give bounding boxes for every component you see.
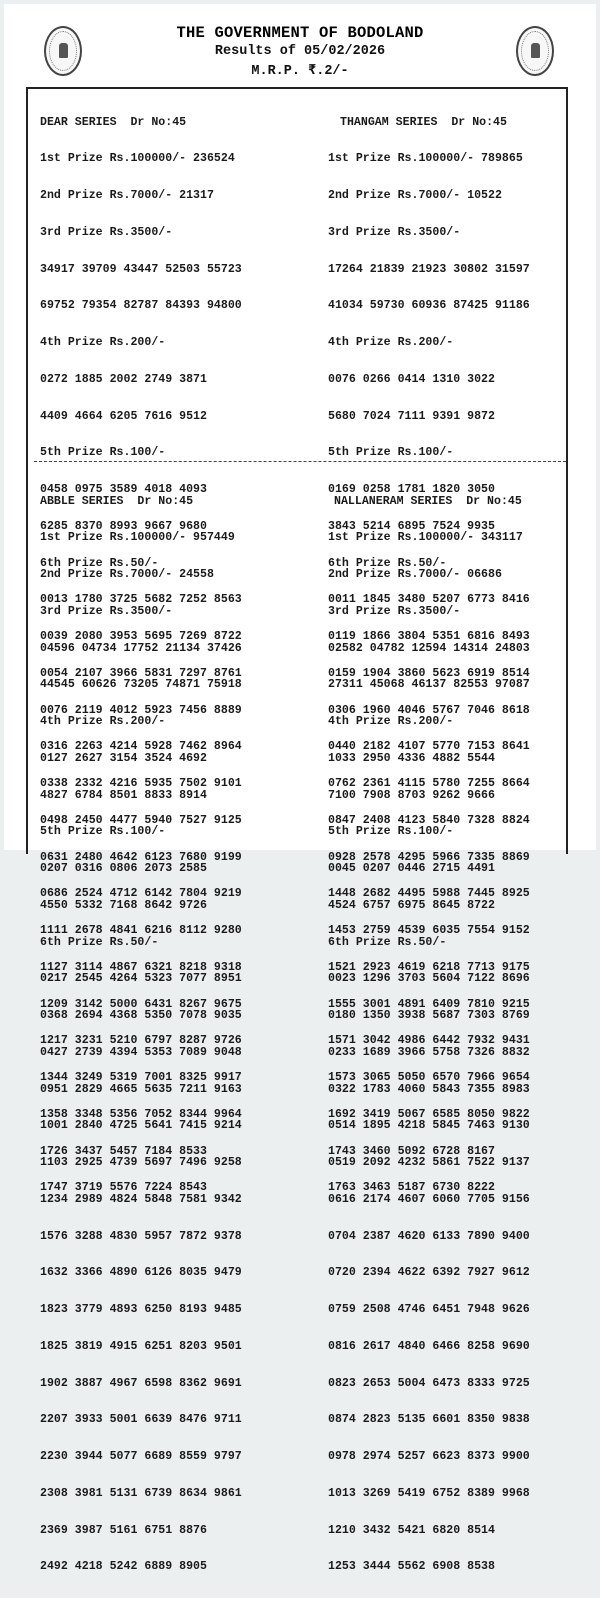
sixth-prize-label: 6th Prize Rs.50/-: [328, 556, 447, 570]
sixth-prize-row: 0440 2182 4107 5770 7153 8641: [328, 740, 530, 754]
sixth-prize-row: 1217 3231 5210 6797 8287 9726: [40, 1034, 242, 1048]
first-prize: 1st Prize Rs.100000/- 343117: [328, 531, 523, 545]
sixth-prize-row: 0039 2080 3953 5695 7269 8722: [40, 630, 242, 643]
sixth-prize-row: 1555 3001 4891 6409 7810 9215: [328, 997, 530, 1011]
third-prize-row: 69752 79354 82787 84393 94800: [40, 299, 242, 313]
sixth-prize-row: 1358 3348 5356 7052 8344 9964: [40, 1107, 242, 1121]
sixth-prize-row: 2308 3981 5131 6739 8634 9861: [40, 1486, 242, 1500]
series-block-nallaneram: [328, 471, 530, 1598]
sixth-prize-row: 2369 3987 5161 6751 8876: [40, 1523, 207, 1537]
sixth-prize-row: 0631 2480 4642 6123 7680 9199: [40, 850, 242, 864]
sixth-prize-row: 1763 3463 5187 6730 8222: [328, 1181, 495, 1195]
fourth-prize-row: 7100 7908 8703 9262 9666: [328, 788, 495, 802]
fourth-prize-row: 1033 2950 4336 4882 5544: [328, 751, 495, 765]
sixth-prize-row: 0180 1350 3938 5687 7303 8769: [328, 1009, 530, 1022]
fifth-prize-row: 0207 0316 0806 2073 2585: [40, 862, 207, 875]
fourth-prize-label: 4th Prize Rs.200/-: [328, 715, 454, 728]
sixth-prize-row: 0978 2974 5257 6623 8373 9900: [328, 1450, 530, 1463]
fourth-prize-row: 0127 2627 3154 3524 4692: [40, 751, 207, 765]
third-prize-label: 3rd Prize Rs.3500/-: [328, 604, 461, 618]
fourth-prize-label: 4th Prize Rs.200/-: [40, 336, 166, 349]
sixth-prize-row: 0233 1689 3966 5758 7326 8832: [328, 1045, 530, 1059]
fourth-prize-row: 0076 0266 0414 1310 3022: [328, 372, 495, 386]
sixth-prize-row: 1127 3114 4867 6321 8218 9318: [40, 960, 242, 974]
sixth-prize-row: 1747 3719 5576 7224 8543: [40, 1181, 207, 1195]
first-prize: 1st Prize Rs.100000/- 236524: [40, 152, 235, 166]
series-block-abble: [40, 471, 242, 1598]
third-prize-row: 34917 39709 43447 52503 55723: [40, 262, 242, 276]
sixth-prize-row: 1448 2682 4495 5988 7445 8925: [328, 887, 530, 901]
third-prize-row: 17264 21839 21923 30802 31597: [328, 262, 530, 276]
sixth-prize-row: 1210 3432 5421 6820 8514: [328, 1523, 495, 1537]
sixth-prize-row: 1234 2989 4824 5848 7581 9342: [40, 1192, 242, 1206]
sixth-prize-row: 1344 3249 5319 7001 8325 9917: [40, 1071, 242, 1084]
fifth-prize-row: 6285 8370 8993 9667 9680: [40, 519, 207, 533]
sixth-prize-row: 0762 2361 4115 5780 7255 8664: [328, 777, 530, 790]
sixth-prize-row: 2492 4218 5242 6889 8905: [40, 1560, 207, 1574]
third-prize-label: 3rd Prize Rs.3500/-: [40, 225, 173, 239]
sixth-prize-row: 0076 2119 4012 5923 7456 8889: [40, 703, 242, 717]
third-prize-row: 41034 59730 60936 87425 91186: [328, 299, 530, 313]
results-document: [4, 4, 596, 1574]
sixth-prize-row: 2207 3933 5001 6639 8476 9711: [40, 1413, 242, 1427]
sixth-prize-row: 0316 2263 4214 5928 7462 8964: [40, 740, 242, 754]
sixth-prize-row: 0514 1895 4218 5845 7463 9130: [328, 1119, 530, 1133]
fourth-prize-label: 4th Prize Rs.200/-: [40, 715, 166, 728]
sixth-prize-row: 0013 1780 3725 5682 7252 8563: [40, 593, 242, 607]
first-prize: 1st Prize Rs.100000/- 789865: [328, 152, 523, 166]
government-seal-icon: [516, 26, 554, 76]
third-prize-label: 3rd Prize Rs.3500/-: [328, 225, 461, 239]
sixth-prize-row: 0759 2508 4746 6451 7948 9626: [328, 1303, 530, 1316]
series-title: NALLANERAM SERIES Dr No:45: [334, 494, 522, 508]
series-title: DEAR SERIES Dr No:45: [40, 115, 187, 129]
fifth-prize-row: 4550 5332 7168 8642 9726: [40, 898, 207, 912]
document-header: [4, 4, 596, 90]
fourth-prize-row: 0272 1885 2002 2749 3871: [40, 372, 207, 386]
sixth-prize-row: 1825 3819 4915 6251 8203 9501: [40, 1339, 242, 1353]
first-prize: 1st Prize Rs.100000/- 957449: [40, 531, 235, 545]
sixth-prize-row: 1013 3269 5419 6752 8389 9968: [328, 1486, 530, 1500]
fifth-prize-label: 5th Prize Rs.100/-: [328, 825, 454, 839]
sixth-prize-row: 0011 1845 3480 5207 6773 8416: [328, 593, 530, 607]
second-prize: 2nd Prize Rs.7000/- 21317: [40, 189, 214, 202]
sixth-prize-row: 1823 3779 4893 6250 8193 9485: [40, 1303, 242, 1316]
sixth-prize-row: 0119 1866 3804 5351 6816 8493: [328, 630, 530, 643]
series-title: ABBLE SERIES Dr No:45: [40, 494, 194, 508]
fifth-prize-row: 0169 0258 1781 1820 3050: [328, 483, 495, 496]
sixth-prize-row: 0427 2739 4394 5353 7089 9048: [40, 1045, 242, 1059]
fourth-prize-row: 4409 4664 6205 7616 9512: [40, 409, 207, 423]
sixth-prize-row: 0159 1904 3860 5623 6919 8514: [328, 666, 530, 680]
sixth-prize-row: 0519 2092 4232 5861 7522 9137: [328, 1156, 530, 1169]
sixth-prize-row: 0306 1960 4046 5767 7046 8618: [328, 703, 530, 717]
third-prize-row: 04596 04734 17752 21134 37426: [40, 641, 242, 655]
sixth-prize-row: 1521 2923 4619 6218 7713 9175: [328, 960, 530, 974]
sixth-prize-row: 1692 3419 5067 6585 8050 9822: [328, 1107, 530, 1121]
sixth-prize-row: 0217 2545 4264 5323 7077 8951: [40, 972, 242, 986]
sixth-prize-row: 0322 1783 4060 5843 7355 8983: [328, 1082, 530, 1096]
fifth-prize-row: 3843 5214 6895 7524 9935: [328, 519, 495, 533]
sixth-prize-row: 1571 3042 4986 6442 7932 9431: [328, 1034, 530, 1048]
sixth-prize-row: 1726 3437 5457 7184 8533: [40, 1144, 207, 1158]
sixth-prize-row: 1001 2840 4725 5641 7415 9214: [40, 1119, 242, 1133]
sixth-prize-row: 0847 2408 4123 5840 7328 8824: [328, 813, 530, 827]
fifth-prize-label: 5th Prize Rs.100/-: [328, 446, 454, 460]
mrp-price: M.R.P. ₹.2/-: [251, 64, 349, 79]
third-prize-label: 3rd Prize Rs.3500/-: [40, 604, 173, 618]
sixth-prize-row: 0704 2387 4620 6133 7890 9400: [328, 1229, 530, 1243]
sixth-prize-row: 1111 2678 4841 6216 8112 9280: [40, 924, 242, 937]
sixth-prize-row: 1632 3366 4890 6126 8035 9479: [40, 1266, 242, 1280]
sixth-prize-row: 0928 2578 4295 5966 7335 8869: [328, 850, 530, 864]
fifth-prize-row: 0458 0975 3589 4018 4093: [40, 483, 207, 496]
sixth-prize-label: 6th Prize Rs.50/-: [40, 935, 159, 949]
sixth-prize-row: 0823 2653 5004 6473 8333 9725: [328, 1376, 530, 1390]
sixth-prize-row: 0498 2450 4477 5940 7527 9125: [40, 813, 242, 827]
sixth-prize-row: 0616 2174 4607 6060 7705 9156: [328, 1192, 530, 1206]
third-prize-row: 44545 60626 73205 74871 75918: [40, 678, 242, 692]
results-date: Results of 05/02/2026: [214, 44, 386, 59]
sixth-prize-row: 1576 3288 4830 5957 7872 9378: [40, 1229, 242, 1243]
second-prize: 2nd Prize Rs.7000/- 10522: [328, 189, 502, 202]
results-box: [26, 87, 568, 1574]
fifth-prize-label: 5th Prize Rs.100/-: [40, 446, 166, 460]
sixth-prize-row: 1453 2759 4539 6035 7554 9152: [328, 924, 530, 937]
second-prize: 2nd Prize Rs.7000/- 24558: [40, 568, 214, 581]
sixth-prize-row: 0951 2829 4665 5635 7211 9163: [40, 1082, 242, 1096]
sixth-prize-row: 0874 2823 5135 6601 8350 9838: [328, 1413, 530, 1427]
fourth-prize-label: 4th Prize Rs.200/-: [328, 336, 454, 349]
sixth-prize-row: 1209 3142 5000 6431 8267 9675: [40, 997, 242, 1011]
sixth-prize-row: 1743 3460 5092 6728 8167: [328, 1144, 495, 1158]
sixth-prize-row: 0816 2617 4840 6466 8258 9690: [328, 1339, 530, 1353]
sixth-prize-row: 0368 2694 4368 5350 7078 9035: [40, 1009, 242, 1022]
national-emblem-icon: [531, 43, 540, 58]
sixth-prize-row: 0023 1296 3703 5604 7122 8696: [328, 972, 530, 986]
sixth-prize-row: 0338 2332 4216 5935 7502 9101: [40, 777, 242, 790]
sixth-prize-row: 1573 3065 5050 6570 7966 9654: [328, 1071, 530, 1084]
second-prize: 2nd Prize Rs.7000/- 06686: [328, 568, 502, 581]
fifth-prize-row: 0045 0207 0446 2715 4491: [328, 862, 495, 875]
sixth-prize-row: 1902 3887 4967 6598 8362 9691: [40, 1376, 242, 1390]
sixth-prize-row: 1253 3444 5562 6908 8538: [328, 1560, 495, 1574]
third-prize-row: 27311 45068 46137 82553 97087: [328, 678, 530, 692]
sixth-prize-row: 0686 2524 4712 6142 7804 9219: [40, 887, 242, 901]
fourth-prize-row: 5680 7024 7111 9391 9872: [328, 409, 495, 423]
sixth-prize-label: 6th Prize Rs.50/-: [40, 556, 159, 570]
series-title: THANGAM SERIES Dr No:45: [340, 115, 507, 129]
sixth-prize-row: 0720 2394 4622 6392 7927 9612: [328, 1266, 530, 1280]
third-prize-row: 02582 04782 12594 14314 24803: [328, 641, 530, 655]
section-divider: [34, 461, 566, 462]
page-title: THE GOVERNMENT OF BODOLAND: [176, 24, 424, 42]
fourth-prize-row: 4827 6784 8501 8833 8914: [40, 788, 207, 802]
sixth-prize-row: 2230 3944 5077 6689 8559 9797: [40, 1450, 242, 1463]
fifth-prize-row: 4524 6757 6975 8645 8722: [328, 898, 495, 912]
sixth-prize-row: 1103 2925 4739 5697 7496 9258: [40, 1156, 242, 1169]
fifth-prize-label: 5th Prize Rs.100/-: [40, 825, 166, 839]
sixth-prize-label: 6th Prize Rs.50/-: [328, 935, 447, 949]
sixth-prize-row: 0054 2107 3966 5831 7297 8761: [40, 666, 242, 680]
